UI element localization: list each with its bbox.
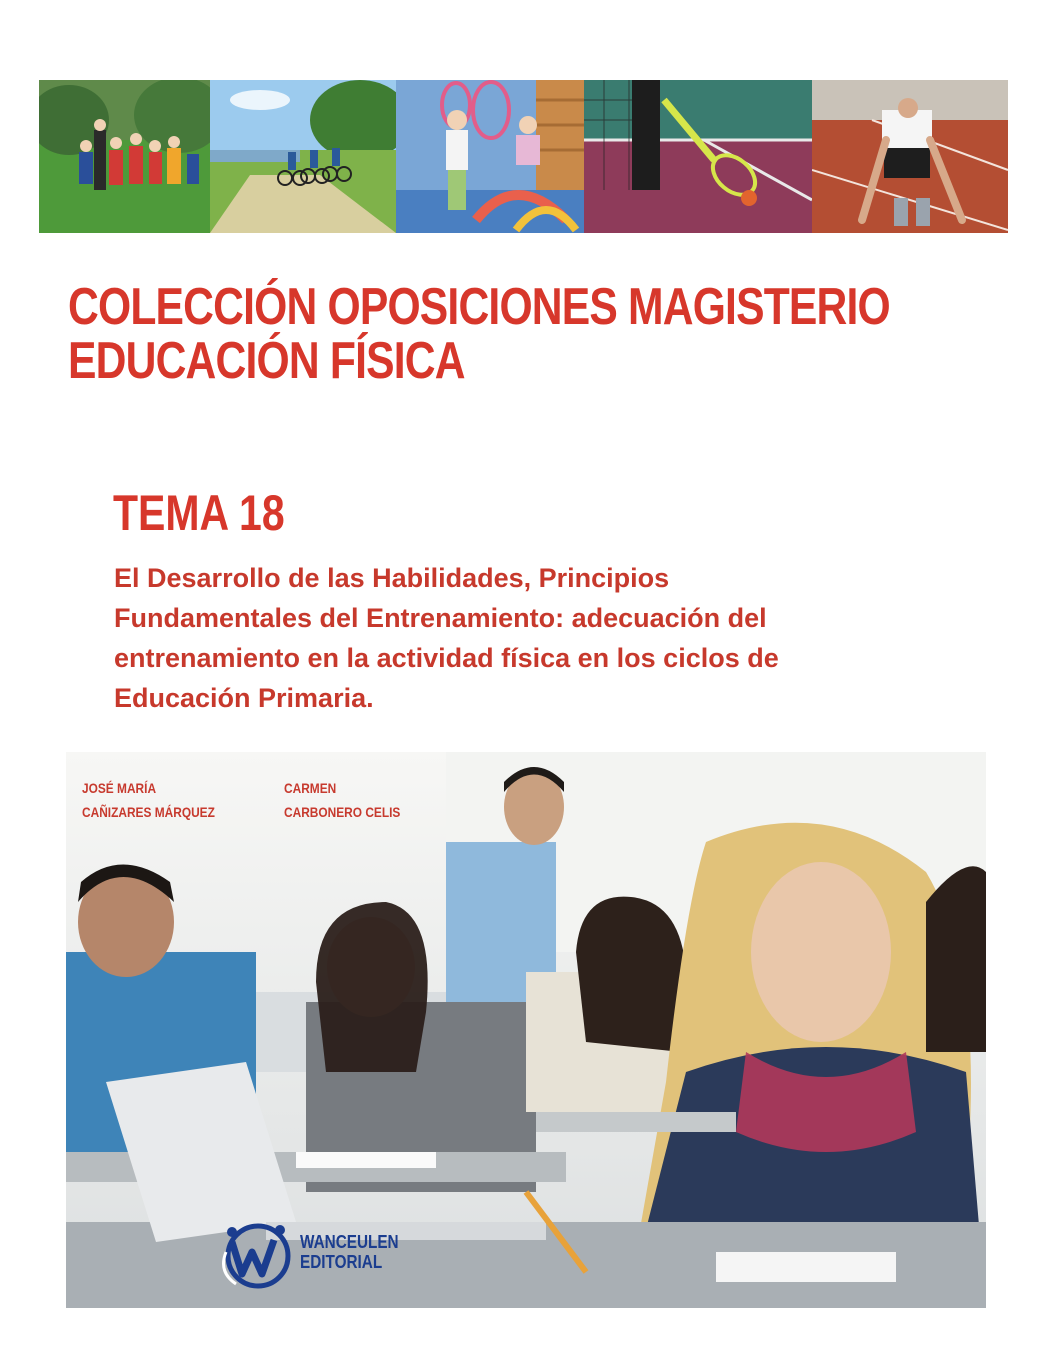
classroom-photo: [66, 752, 986, 1308]
author-last-name: CAÑIZARES MÁRQUEZ: [82, 804, 215, 820]
subtitle-line: Educación Primaria.: [114, 683, 374, 713]
photo-strip: [39, 80, 1008, 233]
author-last-name: CARBONERO CELIS: [284, 804, 401, 820]
author-first-name: JOSÉ MARÍA: [82, 780, 157, 796]
series-title: [68, 278, 890, 390]
author-1: [82, 776, 215, 824]
subtitle-line: entrenamiento en la actividad física en los ciclos de: [114, 643, 779, 673]
author-2: [284, 776, 400, 824]
tema-number: TEMA 18: [113, 485, 285, 541]
publisher-name: [300, 1232, 399, 1272]
publisher-line1: WANCEULEN: [300, 1232, 399, 1252]
author-first-name: CARMEN: [284, 780, 337, 796]
kids-gym-photo: [396, 80, 584, 233]
publisher-line2: EDITORIAL: [300, 1252, 383, 1272]
sprint-start-photo: [812, 80, 1008, 233]
subtitle-line: Fundamentales del Entrenamiento: adecuación del: [114, 603, 767, 633]
cycling-path-photo: [210, 80, 396, 233]
soccer-team-photo: [39, 80, 210, 233]
publisher-logo: [218, 1212, 438, 1292]
series-title-line1: COLECCIÓN OPOSICIONES MAGISTERIO: [68, 278, 890, 336]
tennis-court-photo: [584, 80, 812, 233]
subtitle-line: El Desarrollo de las Habilidades, Principios: [114, 563, 670, 593]
tema-subtitle: [114, 558, 1014, 718]
series-title-line2: EDUCACIÓN FÍSICA: [68, 332, 465, 390]
wanceulen-logo-icon: [218, 1212, 308, 1292]
